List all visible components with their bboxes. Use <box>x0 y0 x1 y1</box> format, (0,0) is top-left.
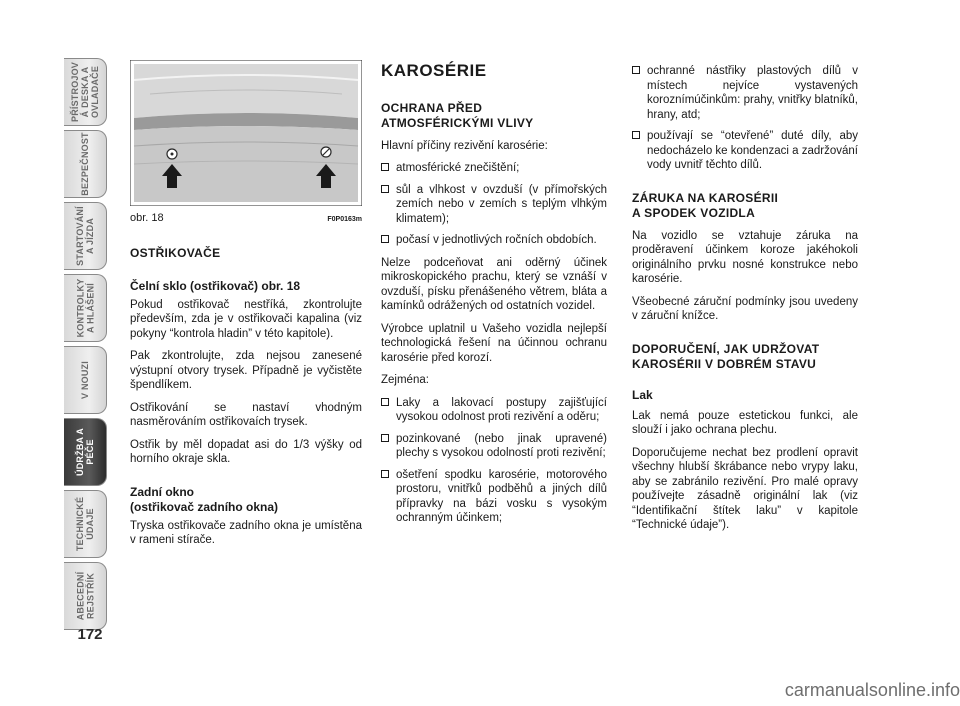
bullet-list <box>381 161 607 248</box>
column-washers <box>130 60 362 556</box>
column-warranty <box>632 64 858 541</box>
checkbox-bullet-icon <box>632 66 640 74</box>
paragraph: Všeobecné záruční podmínky jsou uvedeny v záruční knížce. <box>632 295 858 322</box>
section-heading: OSTŘIKOVAČE <box>130 245 221 260</box>
washer-nozzles-figure <box>130 60 362 206</box>
paragraph: Tryska ostřikovače zadního okna je umístěna v rameni stírače. <box>130 519 362 546</box>
paragraph: Doporučujeme nechat bez prodlení opravit všechny hlubší škrábance nebo vrypy laku, aby se zabránilo rezivění. Pro malé opravy používejte zásadně originální lak (viz “Identifikační štítek laku” v kapitole “Technické údaje”). <box>632 446 858 531</box>
tab-label: V NOUZI <box>80 361 90 399</box>
list-item: používají se “otevřené” duté díly, aby nedocházelo ke kondenzaci a zadržování vody uvnitř těchto dílů. <box>632 129 858 173</box>
figure-code: F0P0163m <box>327 216 362 223</box>
paragraph: Výrobce uplatnil u Vašeho vozidla nejlepší technologická řešení na účinnou ochranu karosérie před korozí. <box>381 322 607 364</box>
watermark: carmanualsonline.info <box>784 680 960 700</box>
tab-maintenance-care[interactable] <box>64 418 107 486</box>
tab-emergency[interactable] <box>64 346 107 414</box>
list-item: ochranné nástřiky plastových dílů v místech nejvíce vystavených koroznímúčinkům: prahy, vnitřky blatníků, hrany, atd; <box>632 64 858 122</box>
subheading-paint: Lak <box>632 387 653 402</box>
checkbox-bullet-icon <box>381 398 389 406</box>
section-heading: A SPODEK VOZIDLA <box>632 205 756 220</box>
subheading-windscreen: Čelní sklo (ostřikovač) obr. 18 <box>130 278 301 293</box>
checkbox-bullet-icon <box>632 131 640 139</box>
tab-label: BEZPEČNOST <box>80 132 91 196</box>
subheading-rear-window: Zadní okno <box>130 484 194 499</box>
tab-label: ÚDRŽBA A PÉČE <box>75 428 95 476</box>
checkbox-bullet-icon <box>381 434 389 442</box>
tab-label: ABECEDNÍ REJSTŘÍK <box>75 571 96 621</box>
section-heading: ATMOSFÉRICKÝMI VLIVY <box>381 115 534 130</box>
list-item: počasí v jednotlivých ročních obdobích. <box>381 233 607 248</box>
paragraph: Pak zkontrolujte, zda nejsou zanesené výstupní otvory trysek. Případně je vyčistěte špendlíkem. <box>130 350 362 391</box>
list-item: sůl a vlhkost v ovzduší (v přímořských zemích nebo v zemích s teplým vlhkým klimatem); <box>381 183 607 227</box>
chapter-tabs <box>64 58 108 634</box>
section-heading: OCHRANA PŘED <box>381 100 483 115</box>
list-item: Laky a lakovací postupy zajišťující vysokou odolnost proti rezivění a oděru; <box>381 396 607 425</box>
paragraph: Na vozidlo se vztahuje záruka na proděravení účinkem koroze jakéhokoli originálního prvku nosné konstrukce nebo karosérie. <box>632 229 858 285</box>
chapter-title: KAROSÉRIE <box>381 61 487 80</box>
tab-starting-driving[interactable] <box>64 202 107 270</box>
tab-warning-lights[interactable] <box>64 274 107 342</box>
tab-safety[interactable] <box>64 130 107 198</box>
tab-label: KONTROLKY A HLÁŠENÍ <box>75 278 95 338</box>
figure-caption-row <box>130 211 362 228</box>
paragraph: Zejména: <box>381 374 429 386</box>
paragraph: Hlavní příčiny rezivění karosérie: <box>381 139 548 152</box>
subheading-rear-window-detail: (ostřikovač zadního okna) <box>130 499 279 514</box>
column-bodywork <box>381 61 607 534</box>
list-item: ošetření spodku karosérie, motorového prostoru, vnitřků podběhů a jiných dílů přípravky na bázi vosku s vysokým ochranným účinkem; <box>381 468 607 526</box>
tab-label: TECHNICKÉ ÚDAJE <box>75 496 95 552</box>
section-heading: KAROSÉRII V DOBRÉM STAVU <box>632 356 817 371</box>
checkbox-bullet-icon <box>381 163 389 171</box>
checkbox-bullet-icon <box>381 235 389 243</box>
figure-caption: obr. 18 <box>130 212 164 224</box>
bullet-list <box>381 396 607 526</box>
paragraph: Pokud ostřikovač nestříká, zkontrolujte především, zda je v ostřikovači kapalina (viz pokyny “kontrola hladin” v této kapitole). <box>130 298 362 340</box>
tab-technical-data[interactable] <box>64 490 107 558</box>
checkbox-bullet-icon <box>381 470 389 478</box>
checkbox-bullet-icon <box>381 185 389 193</box>
tab-instrument-panel[interactable] <box>64 58 107 126</box>
paragraph: Nelze podceňovat ani oděrný účinek mikroskopického prachu, který se vznáší v ovzduší, písku přenášeného větrem, bláta a kamínků odrážených od ostatních vozidel. <box>381 256 607 312</box>
tab-label: PŘÍSTROJOV Á DESKA A OVLADAČE <box>70 61 101 123</box>
tab-label: STARTOVÁNÍ A JÍZDA <box>75 206 96 266</box>
list-item: atmosférické znečištění; <box>381 161 607 176</box>
paragraph: Ostřikování se nastaví vhodným nasměrováním ostřikovaích trysek. <box>130 401 362 428</box>
tab-index[interactable] <box>64 562 107 630</box>
list-item: pozinkované (nebo jinak upravené) plechy s vysokou odolností proti rezivění; <box>381 432 607 461</box>
paragraph: Lak nemá pouze estetickou funkci, ale slouží i jako ochrana plechu. <box>632 409 858 436</box>
bullet-list <box>632 64 858 173</box>
section-heading: DOPORUČENÍ, JAK UDRŽOVAT <box>632 341 820 356</box>
windscreen-washer-illustration <box>130 60 362 206</box>
paragraph: Ostřik by měl dopadat asi do 1/3 výšky od horního okraje skla. <box>130 438 362 465</box>
section-heading: ZÁRUKA NA KAROSÉRII <box>632 190 779 205</box>
page-number: 172 <box>77 626 103 643</box>
